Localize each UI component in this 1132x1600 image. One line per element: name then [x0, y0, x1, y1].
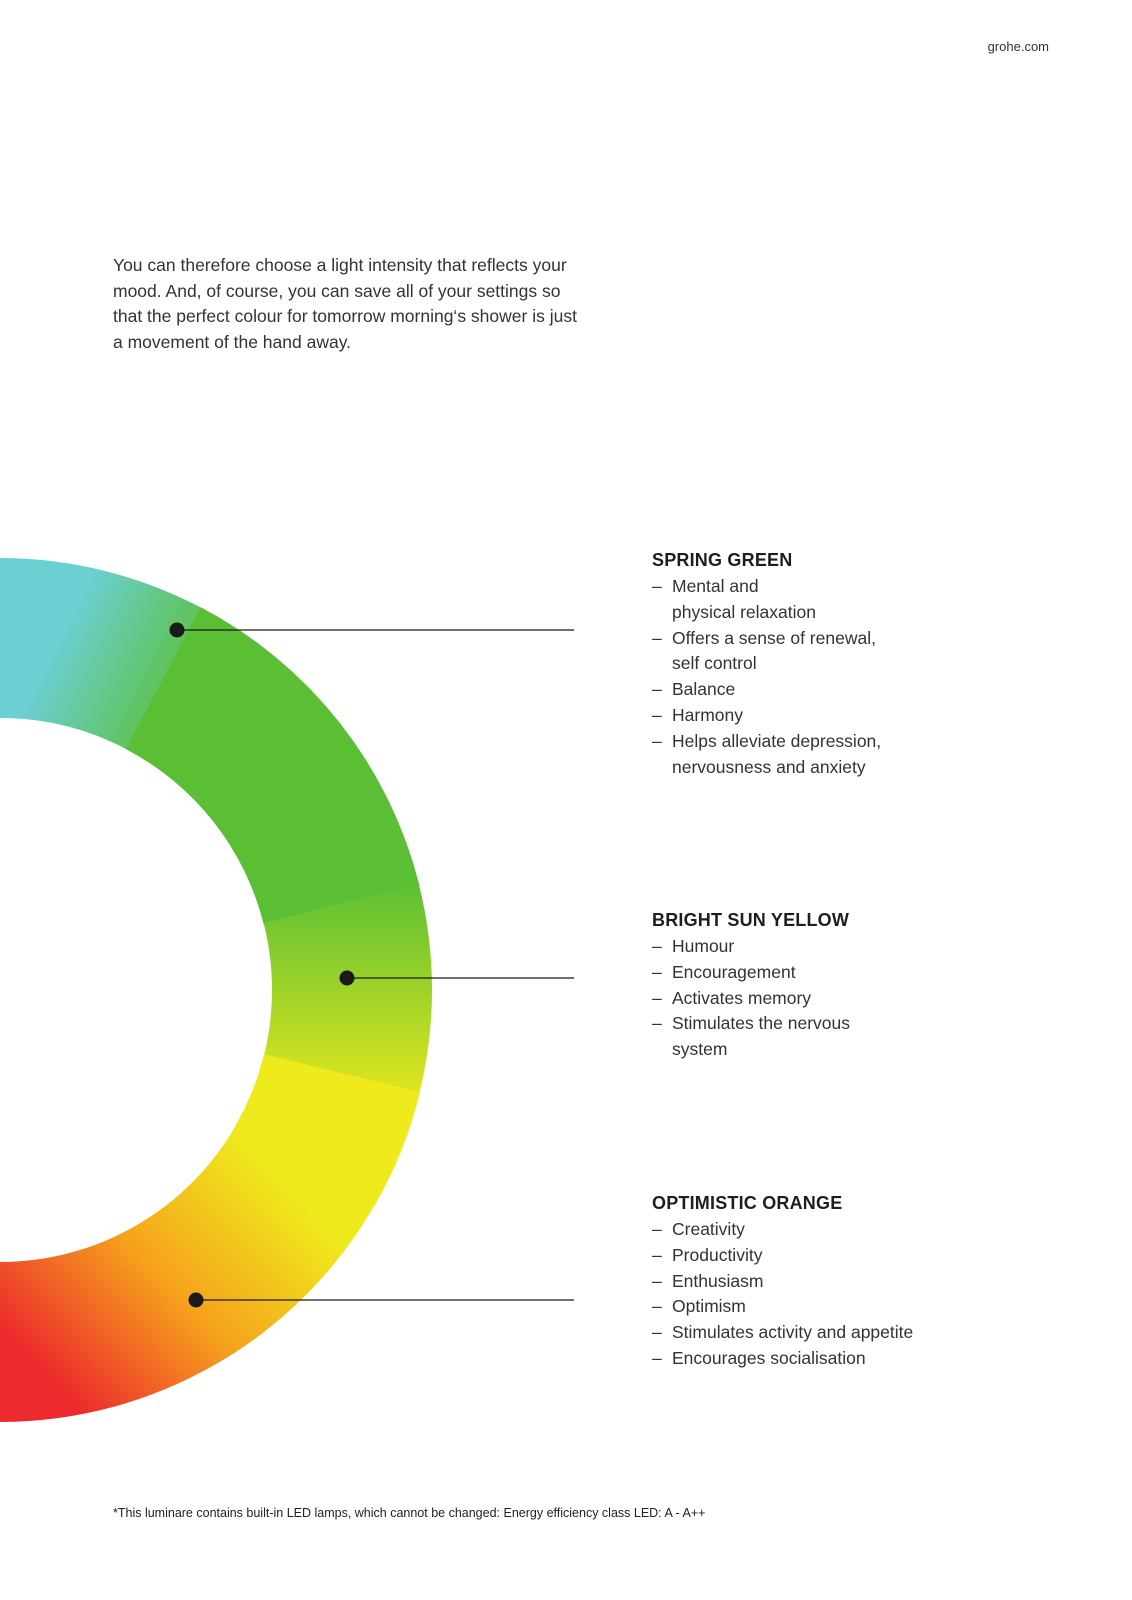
list-item	[652, 934, 1012, 960]
list-item-text: Mental and	[672, 576, 759, 596]
item-list	[652, 574, 1012, 780]
list-item	[652, 1294, 1012, 1320]
list-item-text: Encourages socialisation	[672, 1347, 866, 1368]
section-title: BRIGHT SUN YELLOW	[652, 910, 850, 930]
list-item-text: system	[672, 1039, 728, 1060]
ring-segment-yellow	[236, 1054, 420, 1206]
list-item	[652, 1269, 1012, 1295]
list-item	[652, 1346, 1012, 1372]
list-item-text: Stimulates activity and appetite	[672, 1322, 914, 1343]
list-item-text: Enthusiasm	[672, 1270, 764, 1291]
item-list	[652, 1217, 1012, 1372]
footnote: *This luminare contains built-in LED lamps, which cannot be changed: Energy efficiency class LED: A - A++	[113, 1506, 706, 1520]
callout-dot	[189, 1293, 204, 1308]
list-item-text: Productivity	[672, 1244, 763, 1265]
list-item	[652, 1011, 1012, 1063]
list-item	[652, 677, 1012, 703]
list-item	[652, 703, 1012, 729]
callout-dot	[340, 971, 355, 986]
list-item-text: Stimulates the nervous	[672, 1013, 851, 1034]
list-item	[652, 960, 1012, 986]
list-item	[652, 729, 1012, 781]
ring-segment-green-yellow	[264, 883, 432, 1094]
list-item	[652, 626, 1012, 678]
section-spring-green	[652, 549, 1012, 780]
list-item	[652, 574, 1012, 626]
list-item	[652, 986, 1012, 1012]
site-url[interactable]: grohe.com	[987, 39, 1049, 54]
section-optimistic-orange	[652, 1192, 1012, 1372]
list-item-text: Harmony	[672, 704, 743, 725]
list-item-text: Optimism	[672, 1296, 746, 1317]
callout-bright-sun-yellow	[340, 971, 575, 986]
list-item-text: Encouragement	[672, 961, 796, 982]
list-item	[652, 1217, 1012, 1243]
list-item-text: Humour	[672, 936, 735, 956]
ring-segments	[0, 558, 432, 1422]
list-item-text: Offers a sense of renewal,	[672, 627, 876, 648]
callout-spring-green	[170, 623, 575, 638]
list-item	[652, 1320, 1012, 1346]
ring-segment-cyan-green	[0, 558, 203, 750]
intro-paragraph: You can therefore choose a light intensity that reflects your mood. And, of course, you can save all of your settings so that the perfect colour for tomorrow morning‘s shower is just a movement of the hand away.	[113, 255, 577, 352]
callout-dot	[170, 623, 185, 638]
list-item-text: Balance	[672, 679, 736, 700]
ring-segment-green	[126, 608, 419, 925]
list-item-text: Creativity	[672, 1219, 745, 1239]
callouts	[170, 623, 575, 1308]
list-item-text: Helps alleviate depression,	[672, 730, 882, 751]
item-list	[652, 934, 1012, 1063]
section-title: OPTIMISTIC ORANGE	[652, 1193, 843, 1213]
list-item-text: Activates memory	[672, 987, 812, 1008]
ring-segment-yellow-red	[0, 1125, 375, 1422]
section-title: SPRING GREEN	[652, 550, 793, 570]
section-bright-sun-yellow	[652, 909, 1012, 1063]
list-item-text: self control	[672, 653, 757, 674]
list-item-text: physical relaxation	[672, 601, 816, 622]
list-item	[652, 1243, 1012, 1269]
list-item-text: nervousness and anxiety	[672, 756, 866, 777]
callout-optimistic-orange	[189, 1293, 575, 1308]
